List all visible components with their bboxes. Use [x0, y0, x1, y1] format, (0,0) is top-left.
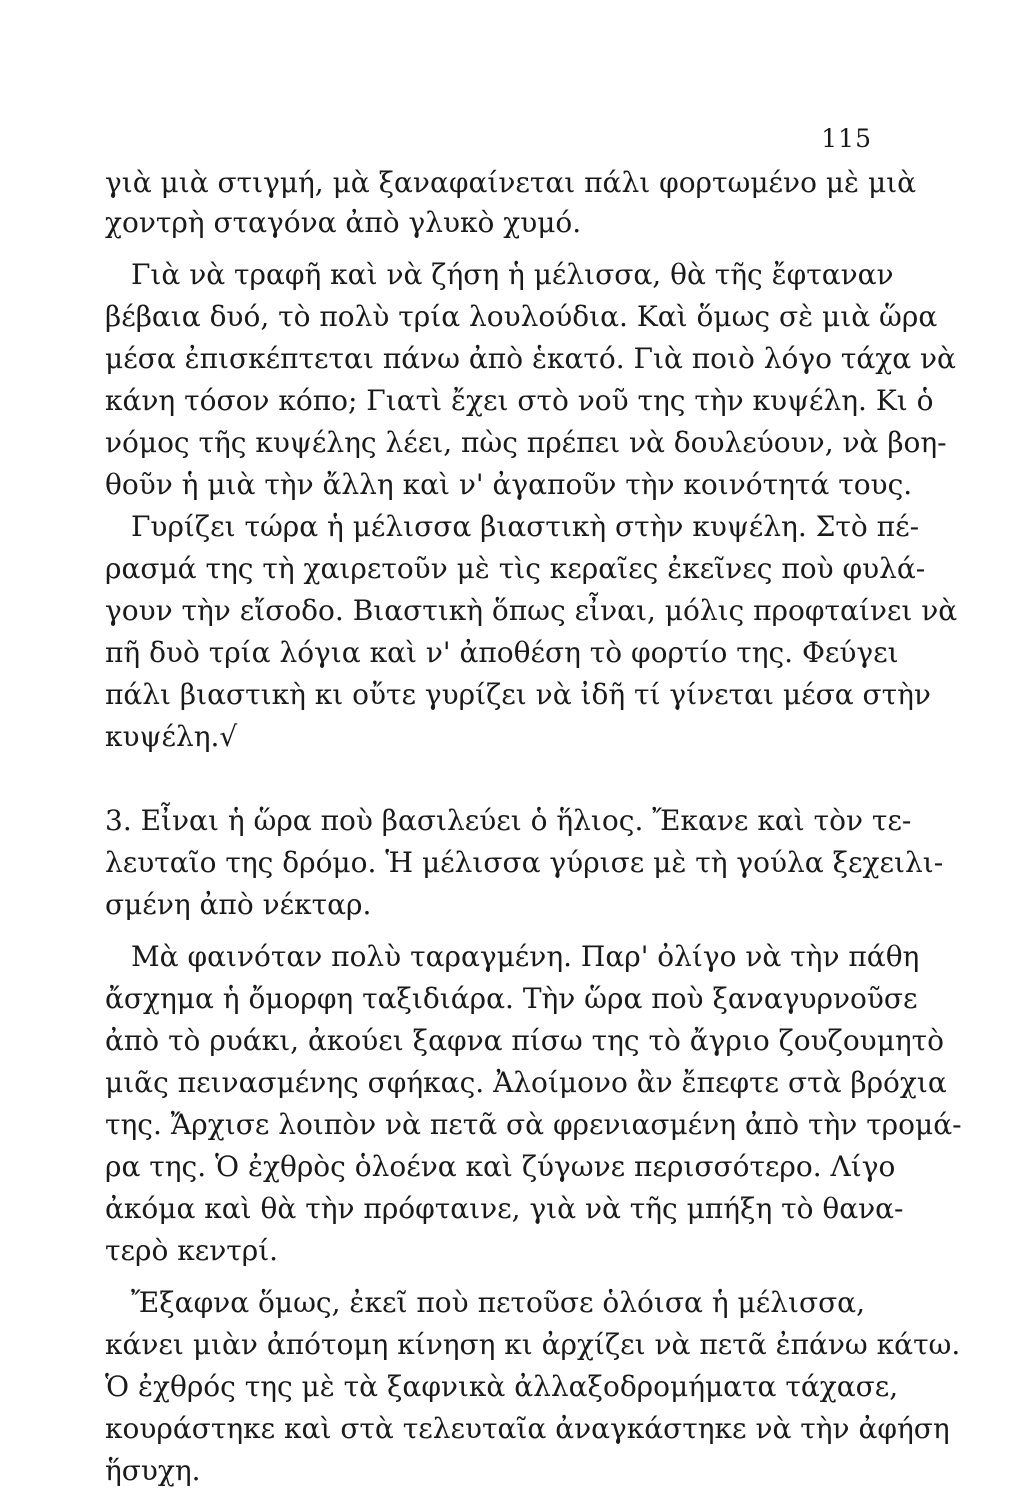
text-line: Γιὰ νὰ τραφῆ καὶ νὰ ζήση ἡ μέλισσα, θὰ τῆς ἔφταναν: [131, 258, 894, 291]
text-line: της. Ἄρχισε λοιπὸν νὰ πετᾶ σὰ φρενιασμένη ἀπὸ τὴν τρομά-: [105, 1108, 962, 1141]
text-line: μιᾶς πεινασμένης σφήκας. Ἀλοίμονο ἂν ἔπεφτε στὰ βρόχια: [105, 1066, 947, 1099]
text-line: κάνη τόσον κόπο; Γιατὶ ἔχει στὸ νοῦ της τὴν κυψέλη. Κι ὁ: [105, 384, 934, 417]
text-line: 3. Εἶναι ἡ ὥρα ποὺ βασιλεύει ὁ ἥλιος. Ἔκανε καὶ τὸν τε-: [105, 804, 912, 837]
text-line: νόμος τῆς κυψέλης λέει, πὼς πρέπει νὰ δουλεύουν, νὰ βοη-: [105, 426, 947, 459]
text-line: Ὁ ἐχθρός της μὲ τὰ ξαφνικὰ ἀλλαξοδρομήματα τάχασε,: [105, 1370, 899, 1403]
text-line: γιὰ μιὰ στιγμή, μὰ ξαναφαίνεται πάλι φορτωμένο μὲ μιὰ: [105, 166, 917, 199]
text-line: ρασμά της τὴ χαιρετοῦν μὲ τὶς κεραῖες ἐκεῖνες ποὺ φυλά-: [105, 552, 926, 585]
text-line: θοῦν ἡ μιὰ τὴν ἄλλη καὶ ν' ἀγαποῦν τὴν κοινότητά τους.: [105, 468, 913, 501]
text-line: κουράστηκε καὶ στὰ τελευταῖα ἀναγκάστηκε νὰ τὴν ἀφήση: [105, 1412, 950, 1445]
text-line: Γυρίζει τώρα ἡ μέλισσα βιαστικὴ στὴν κυψέλη. Στὸ πέ-: [131, 510, 920, 543]
text-line: γουν τὴν εἴσοδο. Βιαστικὴ ὅπως εἶναι, μόλις προφταίνει νὰ: [105, 594, 958, 627]
text-line: πῆ δυὸ τρία λόγια καὶ ν' ἀποθέση τὸ φορτίο της. Φεύγει: [105, 636, 899, 669]
text-line: Ἔξαφνα ὅμως, ἐκεῖ ποὺ πετοῦσε ὁλόισα ἡ μέλισσα,: [131, 1286, 865, 1319]
text-line: πάλι βιαστικὴ κι οὔτε γυρίζει νὰ ἰδῆ τί γίνεται μέσα στὴν: [105, 678, 931, 711]
text-line: ρα της. Ὁ ἐχθρὸς ὁλοένα καὶ ζύγωνε περισσότερο. Λίγο: [105, 1150, 896, 1183]
text-line: χοντρὴ σταγόνα ἀπὸ γλυκὸ χυμό.: [105, 206, 582, 239]
text-line: ἀκόμα καὶ θὰ τὴν πρόφταινε, γιὰ νὰ τῆς μπήξη τὸ θανα-: [105, 1192, 904, 1225]
text-line: ἄσχημα ἡ ὄμορφη ταξιδιάρα. Τὴν ὥρα ποὺ ξαναγυρνοῦσε: [105, 982, 918, 1015]
text-line: μέσα ἐπισκέπτεται πάνω ἀπὸ ἑκατό. Γιὰ ποιὸ λόγο τάχα νὰ: [105, 342, 956, 375]
text-line: κάνει μιὰν ἀπότομη κίνηση κι ἀρχίζει νὰ πετᾶ ἐπάνω κάτω.: [105, 1328, 961, 1361]
page-number: 115: [821, 124, 872, 153]
text-line: σμένη ἀπὸ νέκταρ.: [105, 888, 372, 921]
text-line: βέβαια δυό, τὸ πολὺ τρία λουλούδια. Καὶ ὅμως σὲ μιὰ ὥρα: [105, 300, 938, 333]
text-line: ἀπὸ τὸ ρυάκι, ἀκούει ξαφνα πίσω της τὸ ἄγριο ζουζουμητὸ: [105, 1024, 945, 1057]
text-line: λευταῖο της δρόμο. Ἡ μέλισσα γύρισε μὲ τὴ γούλα ξεχειλι-: [105, 846, 944, 879]
text-line: ἥσυχη.: [105, 1454, 201, 1487]
text-line: Μὰ φαινόταν πολὺ ταραγμένη. Παρ' ὀλίγο νὰ τὴν πάθη: [131, 940, 920, 973]
text-line: κυψέλη.√: [105, 720, 238, 753]
text-line: τερὸ κεντρί.: [105, 1234, 279, 1267]
